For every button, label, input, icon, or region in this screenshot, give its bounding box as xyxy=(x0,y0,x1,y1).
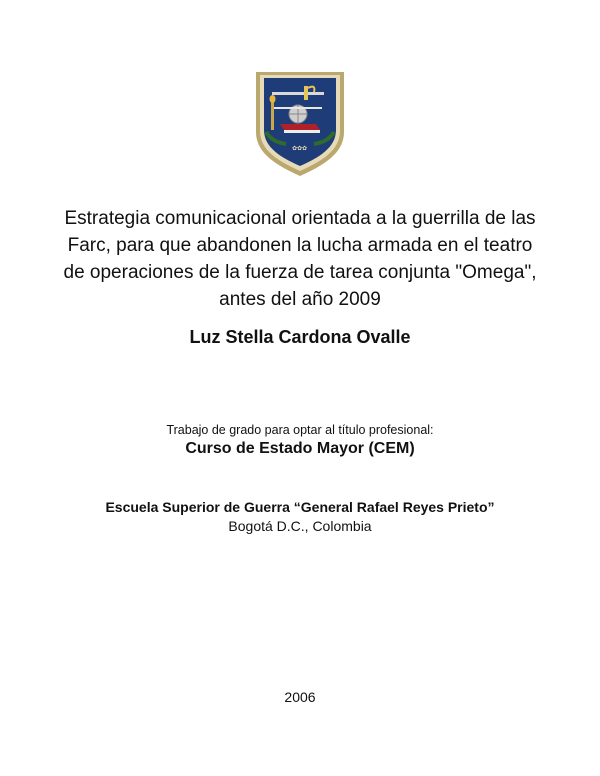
city-name: Bogotá D.C., Colombia xyxy=(228,518,372,534)
school-name: Escuela Superior de Guerra “General Rafael Reyes Prieto” xyxy=(105,499,495,515)
degree-title: Curso de Estado Mayor (CEM) xyxy=(185,440,415,457)
degree-intro: Trabajo de grado para optar al título profesional: xyxy=(166,423,434,437)
svg-text:✿✿✿: ✿✿✿ xyxy=(292,145,308,152)
publication-year: 2006 xyxy=(284,689,316,705)
author-name: Luz Stella Cardona Ovalle xyxy=(189,327,411,347)
document-title: Estrategia comunicacional orientada a la guerrilla de las Farc, para que abandonen la lucha armada en el teatro de operaciones de la fuerza de tarea conjunta "Omega", antes del año 2009 xyxy=(63,208,537,310)
shield-crest-icon xyxy=(252,70,348,178)
